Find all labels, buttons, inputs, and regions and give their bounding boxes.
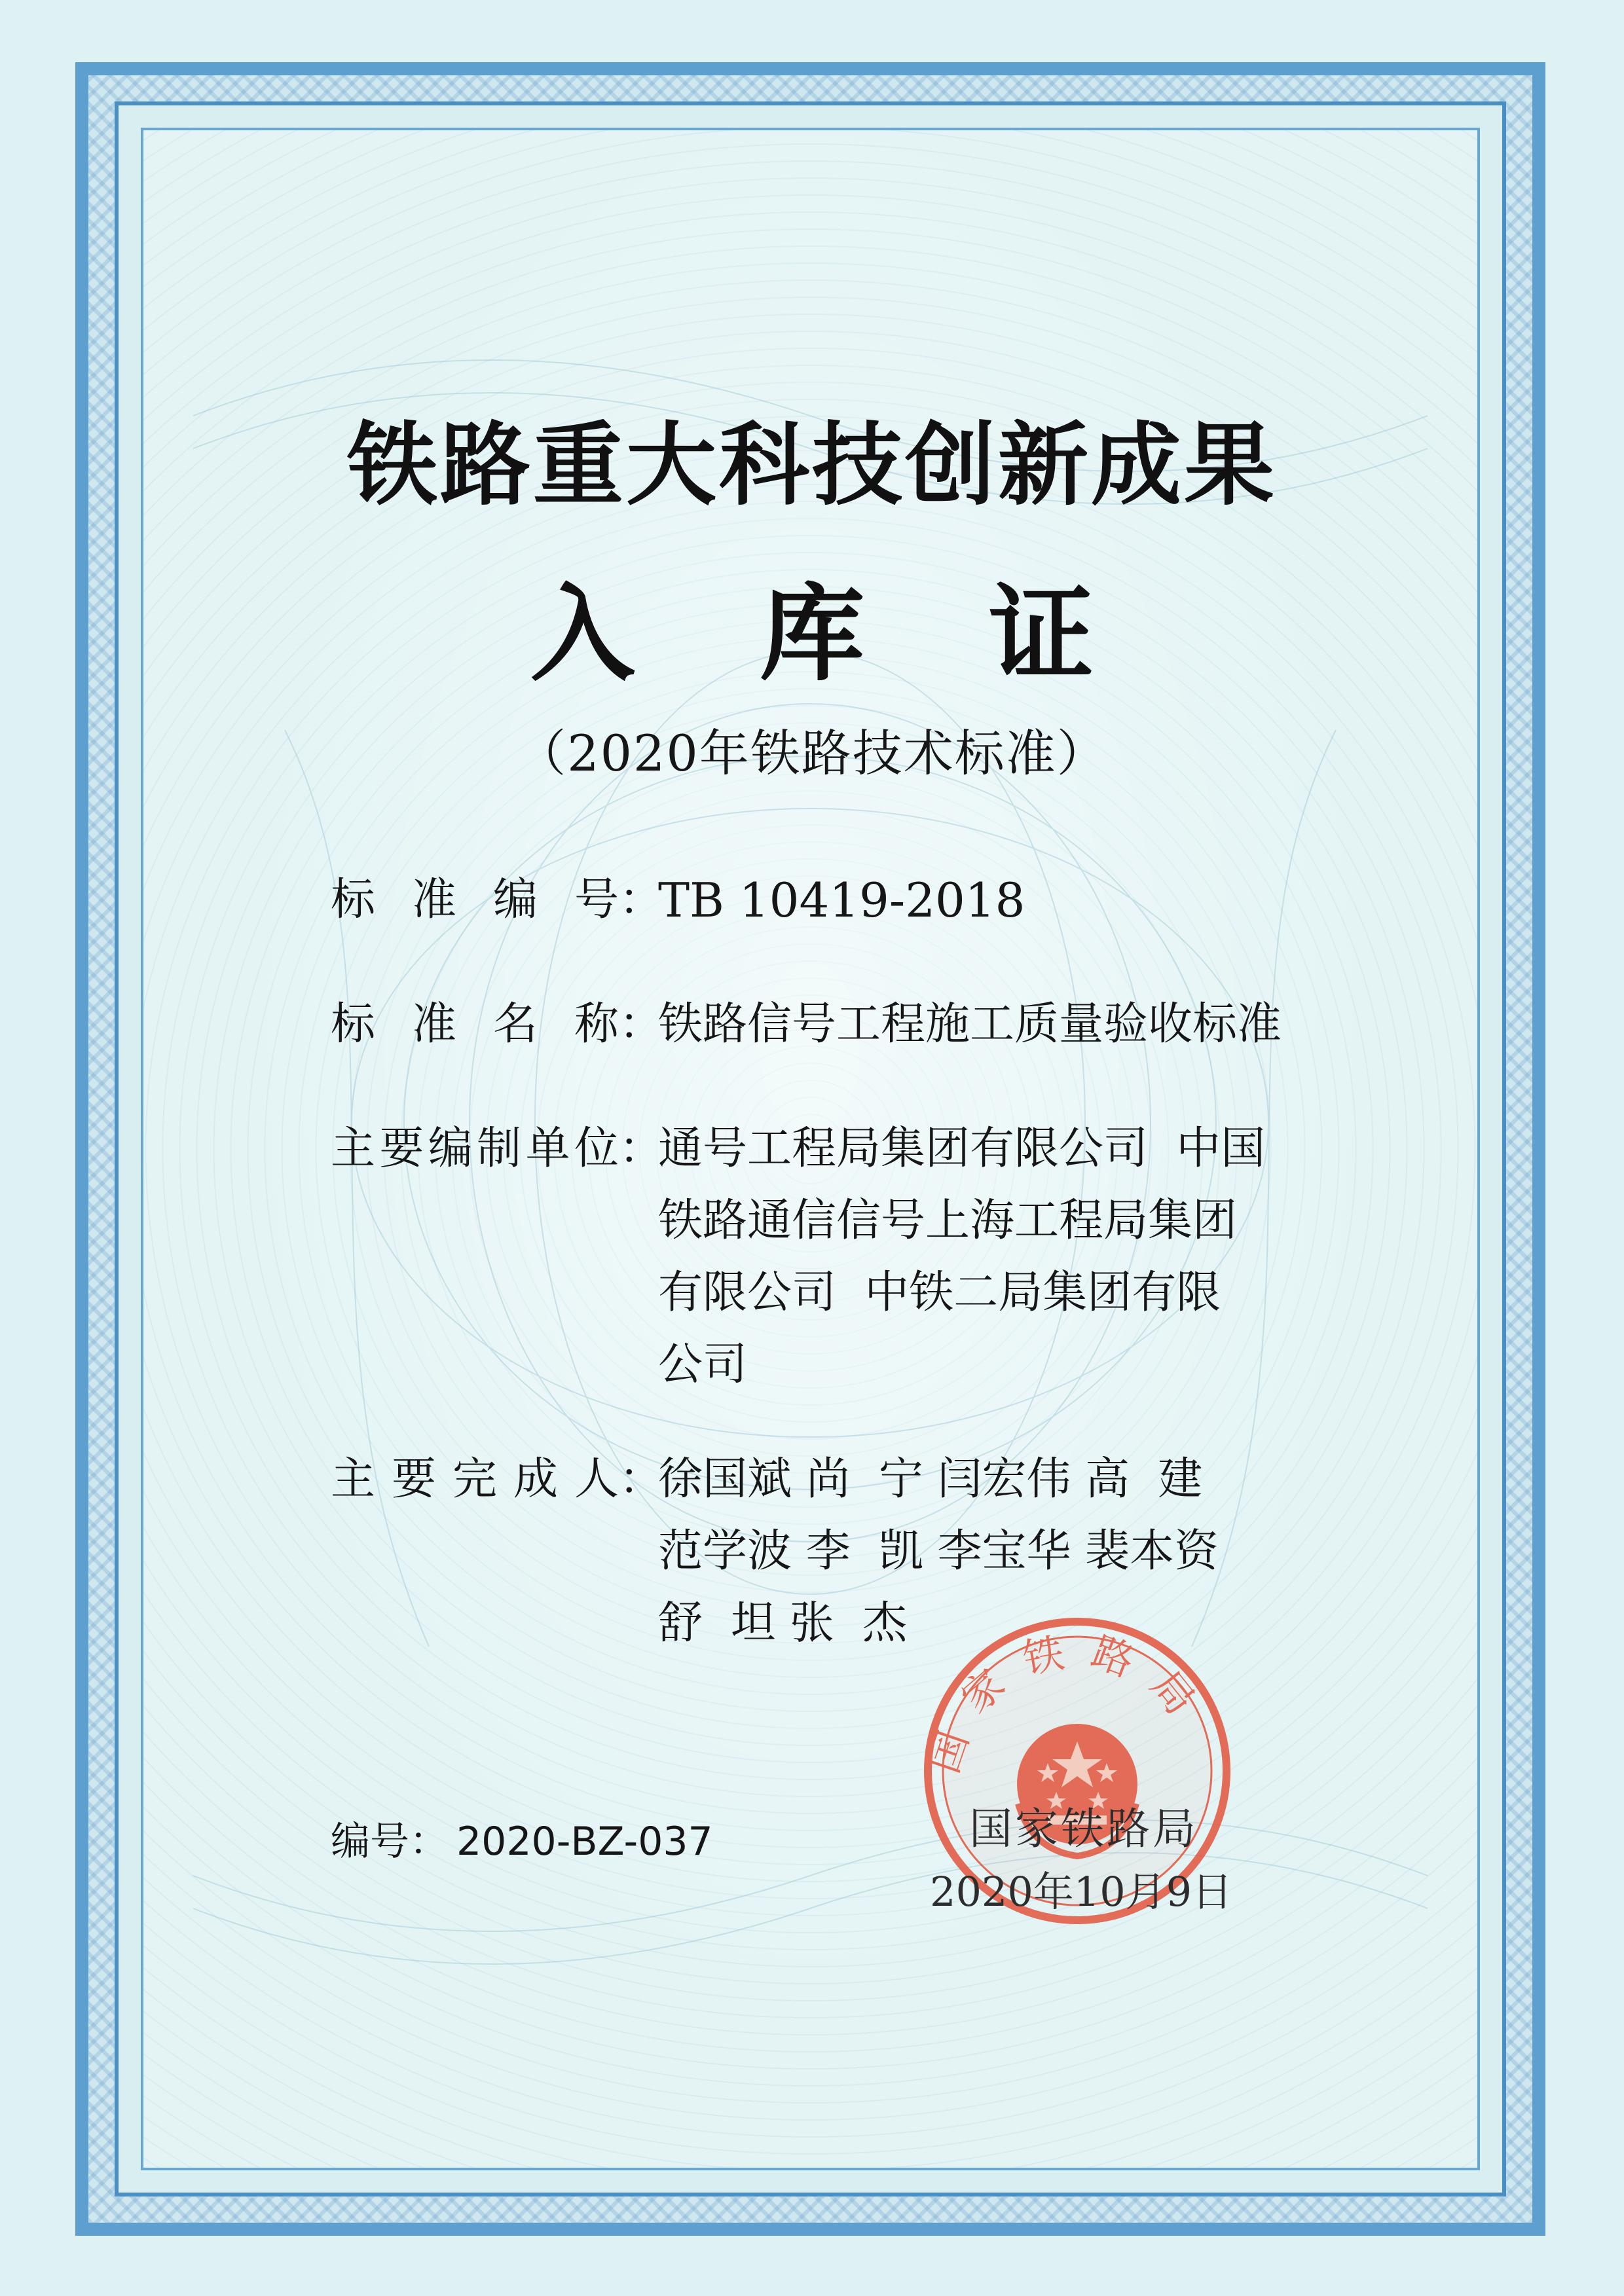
- compiling-units-line: 铁路通信信号上海工程局集团: [658, 1195, 1238, 1247]
- compiling-units-line: 通号工程局集团有限公司 中国: [658, 1123, 1266, 1175]
- standard-name-value: 铁路信号工程施工质量验收标准: [658, 998, 1282, 1050]
- certificate-number: [331, 1810, 713, 1867]
- contributors-line: 徐国斌 尚 宁 闫宏伟 高 建: [658, 1453, 1203, 1505]
- contributors-line: 舒 坦 张 杰: [658, 1597, 908, 1649]
- contributors-line: 范学波 李 凯 李宝华 裴本资: [658, 1525, 1219, 1577]
- certificate-title: 铁路重大科技创新成果: [346, 412, 1277, 518]
- issue-date: 2020年10月9日: [930, 1868, 1233, 1916]
- compiling-units-value: [658, 1113, 1313, 1401]
- compiling-units-line: 有限公司 中铁二局集团有限: [658, 1267, 1221, 1319]
- standard-name-label: 标 准 名 称 ：: [331, 998, 664, 1050]
- standard-number-label: 标 准 编 号 ：: [331, 874, 664, 926]
- seal-text: 国家铁路局: [919, 1625, 1219, 1779]
- compiling-units-line: 公司: [658, 1339, 748, 1391]
- standard-number-value: TB 10419-2018: [658, 873, 1025, 928]
- certificate-number-label: 编号：: [331, 1819, 449, 1865]
- certificate-subtitle: 入库证: [530, 573, 1218, 695]
- main-contributors-label: 主 要 完 成 人 ：: [331, 1453, 664, 1505]
- certificate-category: （2020年铁路技术标准）: [516, 724, 1108, 782]
- issuing-authority: 国家铁路局: [969, 1804, 1198, 1854]
- certificate-number-value: 2020-BZ-037: [456, 1819, 713, 1865]
- compiling-units-label: 主 要 编 制 单 位 ：: [331, 1123, 664, 1175]
